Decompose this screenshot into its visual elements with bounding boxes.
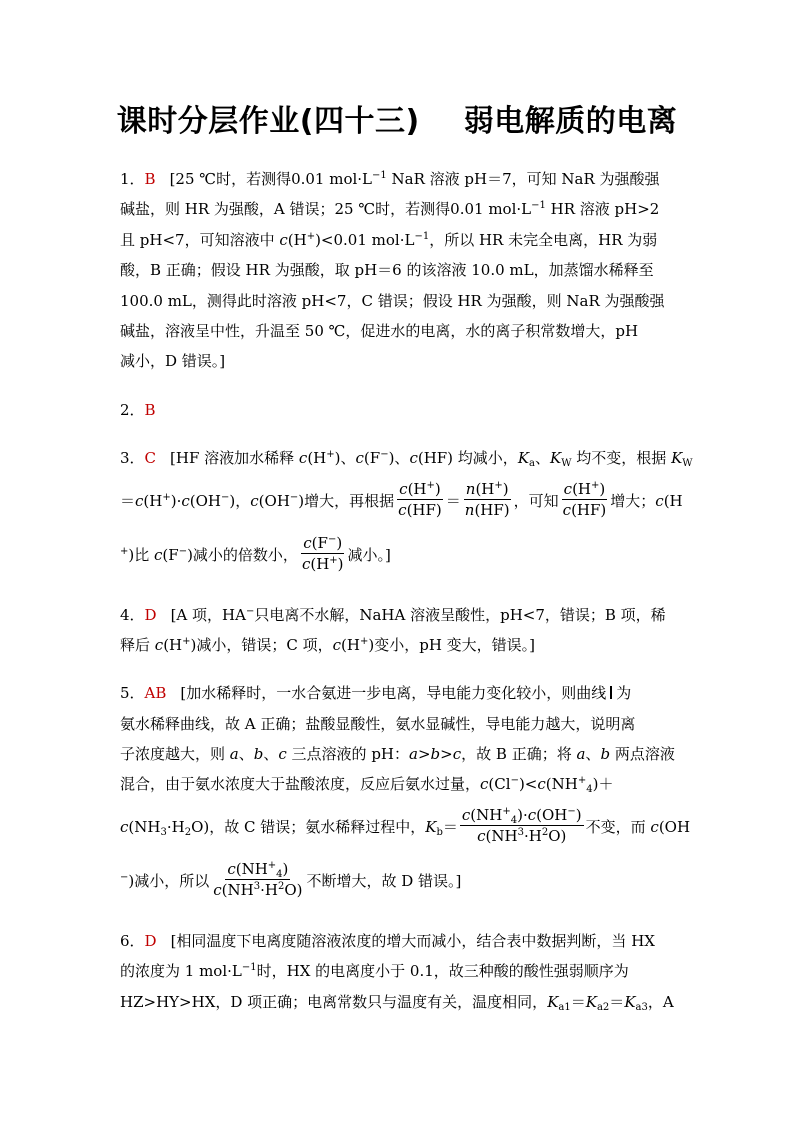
item-number: 1． [120, 170, 145, 188]
answer-item-4: 4．D [A 项，HA−只电离不水解，NaHA 溶液呈酸性，pH<7，错误；B 项，稀 释后 c(H+)减小，错误；C 项，c(H+)变小，pH 变大，错误。] [120, 605, 666, 654]
item-answer: D [144, 605, 157, 624]
page-title [0, 96, 794, 140]
item-number: 4． [120, 605, 145, 624]
answer-item-1: 1．B [25 ℃时，若测得0.01 $mol\cdot L^{-1}$ NaR 溶液 pH＝7，可知 NaR 为强酸强 碱盐，则 HR 为强酸，A 错误；25 ℃时，若测得0.01 $mol\cdot L^{-1}$ HR 溶液 pH>2 且 pH<7，可知溶液中 c(H+)<0.01 $mol\cdot L^{-1}$，所以 HR 未完全电离，HR 为弱 酸，B 正确；假设 HR 为强酸，取 pH＝6 的该溶液 10.0 mL，加蒸馏水稀释至 100.0 mL，测得此时溶液 pH<7，C 错误；假设 HR 为强酸，则 NaR 为强酸强 碱盐，溶液呈中性，升温至 50 ℃，促进水的电离，水的离子积常数增大，pH 减小，D 错误。] [120, 170, 665, 371]
item-answer: AB [144, 684, 167, 703]
item-answer: C [144, 449, 157, 468]
answer-item-3: 3．C [HF 溶液加水稀释 c(H+)、c(F−)、c(HF) 均减小，$K_a$、$K_W$ 均不变，根据 $K_W$ ＝c(H+)·c(OH−)，c(OH−)增大，再根据 $\frac{c(H^+)}{c(HF)}$ ＝ $\frac{n(H^+)}{n(HF)}$ ，可知 $\frac{c(H^+)}{c(HF)}$ 增大；c(H +)比 c(F−)减小的倍数小， $\frac{c(F^-)}{c(H^+)}$ 减小。] [120, 449, 693, 574]
answer-item-2 [120, 395, 676, 425]
answer-list [120, 164, 693, 1017]
fraction: $\frac{c(NH^+_4)}{c(NH^3\cdot H^2O)}$ [213, 860, 303, 900]
fraction: $\frac{c(NH^+_4)\cdot c(OH^-)}{c(NH^3\cdot H^2O)}$ [461, 806, 582, 846]
fraction: $\frac{n(H^+)}{n(HF)}$ [464, 480, 510, 520]
item-number: 5． [120, 684, 145, 703]
title-series: 课时分层作业(四十三) [116, 104, 420, 139]
item-number: 3． [120, 449, 145, 468]
fraction: $\frac{c(H^+)}{c(HF)}$ [562, 480, 607, 520]
item-answer: B [144, 400, 156, 419]
fraction: $\frac{c(H^+)}{c(HF)}$ [398, 480, 442, 520]
item-number: 6． [120, 931, 145, 950]
fraction: $\frac{c(F^-)}{c(H^+)}$ [301, 534, 344, 574]
item-number: 2． [120, 400, 145, 419]
item-answer: D [144, 931, 157, 950]
item-answer: B [144, 170, 156, 188]
answer-item-5: 5．AB [加水稀释时，一水合氨进一步电离，导电能力变化较小，则曲线 为 氨水稀释曲线，故 A 正确；盐酸显酸性，氨水显碱性，导电能力越大，说明离 子浓度越大，则 a、b、c 三点溶液的 pH：a>b>c，故 B 正确；将 a、b 两点溶液 混合，由于氨水浓度大于盐酸浓度，反应后氨水过量，$c(Cl^-)<c(NH^+_4)+$ $c(NH_3\cdot H_2O)$，故 C 错误；氨水稀释过程中，$K_b=$ $\frac{c(NH^+_4)\cdot c(OH^-)}{c(NH^3\cdot H^2O)}$ 不变，而 c(OH −)减小，所以 $\frac{c(NH^+_4)}{c(NH^3\cdot H^2O)}$ 不断增大，故 D 错误。] [120, 684, 691, 900]
answer-item-6: 6．D [相同温度下电离度随溶液浓度的增大而减小，结合表中数据判断，当 HX 的浓度为 1 $mol\cdot L^{-1}$时，HX 的电离度小于 0.1，故三种酸的酸性强弱顺序为 HZ>HY>HX，D 项正确；电离常数只与温度有关，温度相同，$K_{a1}=K_{a2}=K_{a3}$，A [120, 931, 674, 1013]
title-topic: 弱电解质的电离 [463, 104, 678, 139]
